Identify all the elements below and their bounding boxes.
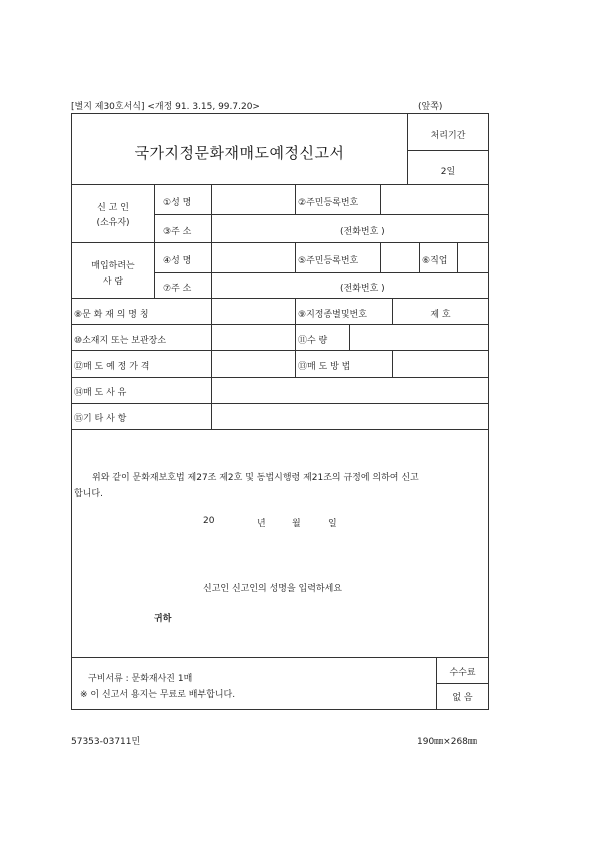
reporter-group-sublabel: (소유자): [96, 218, 130, 228]
form-reference: [별지 제30호서식] <개정 91. 3.15, 99.7.20>: [71, 102, 260, 112]
designation-label: ⑨지정종별및번호: [298, 310, 367, 320]
processing-period-label: 처리기간: [430, 131, 466, 141]
buyer-address-label: ⑦주 소: [163, 284, 192, 294]
processing-period-value: 2일: [440, 167, 456, 177]
statement-line-2: 합니다.: [74, 489, 103, 499]
buyer-id-label: ⑤주민등록번호: [298, 256, 359, 266]
sale-method-label: ⑬매 도 방 법: [298, 362, 351, 372]
buyer-group-sublabel: 사 람: [102, 277, 124, 287]
page-side-label: (앞쪽): [418, 102, 443, 112]
paper-size: 190㎜×268㎜: [417, 737, 477, 747]
date-month-unit: 월: [292, 519, 301, 529]
free-form-note: ※ 이 신고서 용지는 무료로 배부합니다.: [80, 690, 236, 700]
location-label: ⑩소재지 또는 보관장소: [74, 336, 167, 346]
signature-prompt: 신고인 신고인의 성명을 입력하세요: [203, 584, 342, 594]
date-day-unit: 일: [328, 519, 337, 529]
other-matters-label: ⑮기 타 사 항: [74, 414, 127, 424]
form-title: 국가지정문화재매도예정신고서: [134, 144, 345, 162]
reporter-name-label: ①성 명: [163, 198, 192, 208]
designation-value: 제 호: [430, 310, 451, 320]
sale-reason-label: ⑭매 도 사 유: [74, 388, 127, 398]
buyer-job-label: ⑥직업: [422, 256, 448, 266]
reporter-phone-label: (전화번호 ): [340, 227, 385, 237]
fee-label: 수수료: [449, 668, 476, 678]
buyer-group-label: 매입하려는: [91, 261, 135, 271]
statement-line-1: 위와 같이 문화재보호법 제27조 제2호 및 동법시행령 제21조의 규정에 의하여 신고: [92, 473, 419, 483]
date-year-unit: 년: [257, 519, 266, 529]
date-year: 20: [203, 516, 215, 526]
fee-value: 없 음: [452, 693, 473, 703]
price-label: ⑫매 도 예 정 가 격: [74, 362, 150, 372]
quantity-label: ⑪수 량: [298, 336, 328, 346]
heritage-name-label: ⑧문 화 재 의 명 칭: [74, 310, 149, 320]
form-code: 57353-03711민: [71, 737, 141, 747]
report-form: [71, 113, 489, 710]
buyer-name-label: ④성 명: [163, 256, 192, 266]
recipient-label: 귀하: [154, 614, 172, 624]
reporter-id-label: ②주민등록번호: [298, 198, 359, 208]
reporter-group-label: 신 고 인: [97, 203, 129, 213]
reporter-address-label: ③주 소: [163, 227, 192, 237]
attachments-label: 구비서류 : 문화재사진 1매: [88, 674, 193, 684]
buyer-phone-label: (전화번호 ): [340, 284, 385, 294]
